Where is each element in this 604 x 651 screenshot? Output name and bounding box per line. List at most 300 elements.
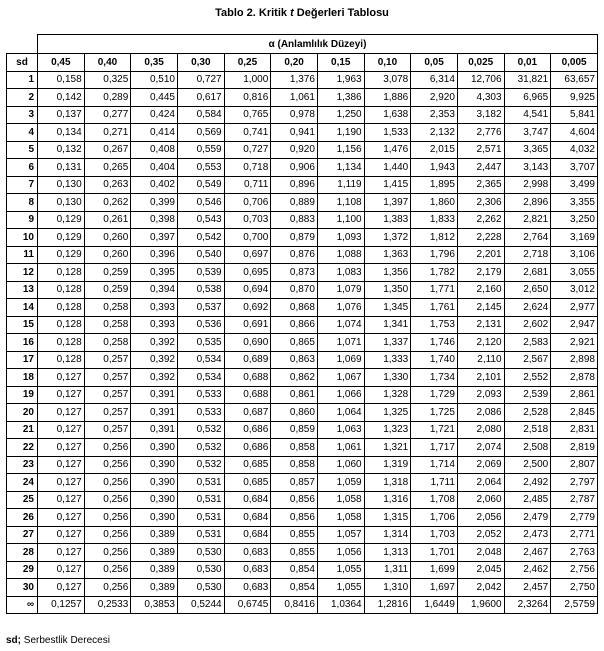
value-cell: 0,690 (224, 334, 271, 352)
value-cell: 0,256 (84, 509, 131, 527)
value-cell: 1,333 (364, 351, 411, 369)
value-cell: 0,531 (177, 526, 224, 544)
value-cell: 0,131 (38, 159, 85, 177)
value-cell: 0,392 (131, 351, 178, 369)
value-cell: 0,868 (271, 299, 318, 317)
value-cell: 2,110 (457, 351, 504, 369)
value-cell: 1,638 (364, 106, 411, 124)
value-cell: 3,106 (551, 246, 598, 264)
value-cell: 0,260 (84, 229, 131, 247)
value-cell: 0,424 (131, 106, 178, 124)
value-cell: 2,074 (457, 439, 504, 457)
sd-cell: 24 (7, 474, 38, 492)
value-cell: 0,128 (38, 334, 85, 352)
sd-cell: 28 (7, 544, 38, 562)
value-cell: 0,685 (224, 474, 271, 492)
value-cell: 0,536 (177, 316, 224, 334)
value-cell: 3,012 (551, 281, 598, 299)
value-cell: 2,797 (551, 474, 598, 492)
table-row (7, 421, 598, 439)
corner-cell (7, 35, 38, 54)
value-cell: 2,086 (457, 404, 504, 422)
value-cell: 0,857 (271, 474, 318, 492)
sd-cell: 23 (7, 456, 38, 474)
value-cell: 0,856 (271, 491, 318, 509)
table-row (7, 159, 598, 177)
sd-cell: 6 (7, 159, 38, 177)
sd-cell: 17 (7, 351, 38, 369)
value-cell: 1,314 (364, 526, 411, 544)
sd-cell: 15 (7, 316, 38, 334)
value-cell: 0,530 (177, 561, 224, 579)
value-cell: 1,055 (317, 579, 364, 597)
value-cell: 0,883 (271, 211, 318, 229)
value-cell: 1,071 (317, 334, 364, 352)
value-cell: 0,129 (38, 229, 85, 247)
sd-cell: 29 (7, 561, 38, 579)
value-cell: 0,686 (224, 439, 271, 457)
value-cell: 2,861 (551, 386, 598, 404)
value-cell: 0,694 (224, 281, 271, 299)
value-cell: 0,684 (224, 526, 271, 544)
alpha-values-row (7, 54, 598, 72)
value-cell: 4,303 (457, 89, 504, 107)
value-cell: 2,479 (504, 509, 551, 527)
alpha-header-cell: 0,20 (271, 54, 318, 72)
alpha-header-cell: 0,01 (504, 54, 551, 72)
footnote-text: Serbestlik Derecesi (21, 635, 110, 646)
value-cell: 31,821 (504, 71, 551, 89)
value-cell: 0,142 (38, 89, 85, 107)
value-cell: 0,860 (271, 404, 318, 422)
table-row (7, 246, 598, 264)
value-cell: 0,267 (84, 141, 131, 159)
value-cell: 1,134 (317, 159, 364, 177)
value-cell: 0,391 (131, 421, 178, 439)
value-cell: 1,350 (364, 281, 411, 299)
table-row (7, 89, 598, 107)
value-cell: 1,316 (364, 491, 411, 509)
sd-cell: 3 (7, 106, 38, 124)
value-cell: 0,399 (131, 194, 178, 212)
value-cell: 2,807 (551, 456, 598, 474)
value-cell: 2,064 (457, 474, 504, 492)
value-cell: 0,394 (131, 281, 178, 299)
title-suffix: Değerleri Tablosu (293, 7, 389, 19)
value-cell: 1,341 (364, 316, 411, 334)
alpha-header-cell: 0,15 (317, 54, 364, 72)
value-cell: 0,741 (224, 124, 271, 142)
value-cell: 0,127 (38, 421, 85, 439)
value-cell: 1,064 (317, 404, 364, 422)
value-cell: 1,782 (411, 264, 458, 282)
value-cell: 0,127 (38, 369, 85, 387)
table-row (7, 211, 598, 229)
value-cell: 0,855 (271, 526, 318, 544)
value-cell: 0,530 (177, 579, 224, 597)
value-cell: 1,323 (364, 421, 411, 439)
value-cell: 1,2816 (364, 596, 411, 614)
value-cell: 1,074 (317, 316, 364, 334)
value-cell: 2,624 (504, 299, 551, 317)
table-row (7, 386, 598, 404)
value-cell: 0,408 (131, 141, 178, 159)
value-cell: 2,069 (457, 456, 504, 474)
value-cell: 1,058 (317, 491, 364, 509)
value-cell: 6,965 (504, 89, 551, 107)
sd-cell: 19 (7, 386, 38, 404)
value-cell: 0,395 (131, 264, 178, 282)
value-cell: 0,711 (224, 176, 271, 194)
value-cell: 1,860 (411, 194, 458, 212)
value-cell: 1,069 (317, 351, 364, 369)
value-cell: 0,703 (224, 211, 271, 229)
value-cell: 2,896 (504, 194, 551, 212)
value-cell: 2,921 (551, 334, 598, 352)
value-cell: 0,538 (177, 281, 224, 299)
value-cell: 1,415 (364, 176, 411, 194)
value-cell: 2,467 (504, 544, 551, 562)
value-cell: 2,093 (457, 386, 504, 404)
value-cell: 0,858 (271, 456, 318, 474)
value-cell: 0,128 (38, 264, 85, 282)
value-cell: 0,617 (177, 89, 224, 107)
value-cell: 2,571 (457, 141, 504, 159)
value-cell: 0,271 (84, 124, 131, 142)
value-cell: 2,763 (551, 544, 598, 562)
value-cell: 0,263 (84, 176, 131, 194)
sd-cell: 5 (7, 141, 38, 159)
value-cell: 0,158 (38, 71, 85, 89)
table-row (7, 596, 598, 614)
value-cell: 1,337 (364, 334, 411, 352)
value-cell: 1,383 (364, 211, 411, 229)
value-cell: 2,306 (457, 194, 504, 212)
value-cell: 0,559 (177, 141, 224, 159)
value-cell: 0,727 (224, 141, 271, 159)
value-cell: 0,978 (271, 106, 318, 124)
value-cell: 0,863 (271, 351, 318, 369)
value-cell: 1,886 (364, 89, 411, 107)
table-row (7, 316, 598, 334)
value-cell: 0,256 (84, 561, 131, 579)
value-cell: 1,701 (411, 544, 458, 562)
sd-cell: 30 (7, 579, 38, 597)
value-cell: 2,131 (457, 316, 504, 334)
sd-cell: 25 (7, 491, 38, 509)
value-cell: 2,015 (411, 141, 458, 159)
value-cell: 0,390 (131, 491, 178, 509)
value-cell: 0,684 (224, 491, 271, 509)
table-row (7, 334, 598, 352)
value-cell: 1,717 (411, 439, 458, 457)
value-cell: 2,045 (457, 561, 504, 579)
value-cell: 2,771 (551, 526, 598, 544)
value-cell: 2,101 (457, 369, 504, 387)
title-prefix: Tablo 2. Kritik (215, 7, 291, 19)
value-cell: 1,708 (411, 491, 458, 509)
value-cell: 1,093 (317, 229, 364, 247)
value-cell: 0,259 (84, 281, 131, 299)
value-cell: 63,657 (551, 71, 598, 89)
sd-cell: 18 (7, 369, 38, 387)
value-cell: 2,042 (457, 579, 504, 597)
value-cell: 1,061 (271, 89, 318, 107)
value-cell: 0,535 (177, 334, 224, 352)
value-cell: 0,390 (131, 456, 178, 474)
value-cell: 2,473 (504, 526, 551, 544)
value-cell: 0,390 (131, 509, 178, 527)
value-cell: 2,998 (504, 176, 551, 194)
value-cell: 1,315 (364, 509, 411, 527)
value-cell: 1,440 (364, 159, 411, 177)
value-cell: 0,727 (177, 71, 224, 89)
table-row (7, 579, 598, 597)
value-cell: 0,687 (224, 404, 271, 422)
value-cell: 2,819 (551, 439, 598, 457)
value-cell: 0,256 (84, 456, 131, 474)
alpha-header-cell: 0,45 (38, 54, 85, 72)
value-cell: 0,700 (224, 229, 271, 247)
value-cell: 0,941 (271, 124, 318, 142)
sd-cell: 1 (7, 71, 38, 89)
value-cell: 0,553 (177, 159, 224, 177)
sd-header: sd (7, 54, 38, 72)
value-cell: 2,756 (551, 561, 598, 579)
sd-cell: 7 (7, 176, 38, 194)
value-cell: 2,201 (457, 246, 504, 264)
value-cell: 1,119 (317, 176, 364, 194)
value-cell: 0,257 (84, 386, 131, 404)
value-cell: 0,859 (271, 421, 318, 439)
value-cell: 6,314 (411, 71, 458, 89)
table-row (7, 509, 598, 527)
table-row (7, 526, 598, 544)
value-cell: 1,313 (364, 544, 411, 562)
value-cell: 2,947 (551, 316, 598, 334)
value-cell: 4,604 (551, 124, 598, 142)
table-row (7, 229, 598, 247)
value-cell: 0,127 (38, 491, 85, 509)
value-cell: 1,372 (364, 229, 411, 247)
table-row (7, 544, 598, 562)
value-cell: 0,879 (271, 229, 318, 247)
value-cell: 2,3264 (504, 596, 551, 614)
value-cell: 0,569 (177, 124, 224, 142)
value-cell: 0,256 (84, 491, 131, 509)
table-title (0, 7, 604, 19)
value-cell: 0,530 (177, 544, 224, 562)
value-cell: 0,688 (224, 386, 271, 404)
value-cell: 0,531 (177, 491, 224, 509)
value-cell: 0,3853 (131, 596, 178, 614)
table-row (7, 456, 598, 474)
value-cell: 1,533 (364, 124, 411, 142)
value-cell: 0,257 (84, 369, 131, 387)
value-cell: 0,683 (224, 561, 271, 579)
footnote-abbr: sd; (6, 635, 21, 646)
value-cell: 1,363 (364, 246, 411, 264)
value-cell: 1,063 (317, 421, 364, 439)
value-cell: 0,5244 (177, 596, 224, 614)
value-cell: 0,402 (131, 176, 178, 194)
value-cell: 0,688 (224, 369, 271, 387)
value-cell: 2,485 (504, 491, 551, 509)
table-row (7, 71, 598, 89)
value-cell: 0,2533 (84, 596, 131, 614)
value-cell: 0,392 (131, 334, 178, 352)
table-row (7, 474, 598, 492)
value-cell: 0,584 (177, 106, 224, 124)
sd-cell: 20 (7, 404, 38, 422)
value-cell: 1,356 (364, 264, 411, 282)
value-cell: 0,127 (38, 456, 85, 474)
value-cell: 0,389 (131, 579, 178, 597)
sd-cell: 10 (7, 229, 38, 247)
value-cell: 3,250 (551, 211, 598, 229)
table-row (7, 369, 598, 387)
value-cell: 0,718 (224, 159, 271, 177)
value-cell: 0,257 (84, 421, 131, 439)
value-cell: 1,386 (317, 89, 364, 107)
value-cell: 0,389 (131, 561, 178, 579)
value-cell: 1,190 (317, 124, 364, 142)
value-cell: 0,128 (38, 351, 85, 369)
value-cell: 1,740 (411, 351, 458, 369)
value-cell: 0,137 (38, 106, 85, 124)
value-cell: 1,943 (411, 159, 458, 177)
table-row (7, 281, 598, 299)
value-cell: 2,060 (457, 491, 504, 509)
value-cell: 0,262 (84, 194, 131, 212)
value-cell: 0,870 (271, 281, 318, 299)
value-cell: 0,906 (271, 159, 318, 177)
value-cell: 0,390 (131, 474, 178, 492)
value-cell: 2,583 (504, 334, 551, 352)
value-cell: 0,8416 (271, 596, 318, 614)
value-cell: 2,492 (504, 474, 551, 492)
value-cell: 2,528 (504, 404, 551, 422)
value-cell: 1,066 (317, 386, 364, 404)
table-row (7, 404, 598, 422)
value-cell: 0,393 (131, 316, 178, 334)
value-cell: 1,325 (364, 404, 411, 422)
value-cell: 2,977 (551, 299, 598, 317)
value-cell: 2,845 (551, 404, 598, 422)
value-cell: 1,9600 (457, 596, 504, 614)
value-cell: 0,393 (131, 299, 178, 317)
value-cell: 2,764 (504, 229, 551, 247)
value-cell: 1,397 (364, 194, 411, 212)
value-cell: 0,692 (224, 299, 271, 317)
value-cell: 2,5759 (551, 596, 598, 614)
value-cell: 0,889 (271, 194, 318, 212)
value-cell: 0,816 (224, 89, 271, 107)
value-cell: 0,533 (177, 404, 224, 422)
value-cell: 0,127 (38, 439, 85, 457)
value-cell: 1,895 (411, 176, 458, 194)
value-cell: 1,796 (411, 246, 458, 264)
table-row (7, 439, 598, 457)
value-cell: 2,500 (504, 456, 551, 474)
value-cell: 0,876 (271, 246, 318, 264)
table-row (7, 194, 598, 212)
value-cell: 0,873 (271, 264, 318, 282)
value-cell: 2,821 (504, 211, 551, 229)
value-cell: 2,898 (551, 351, 598, 369)
value-cell: 1,000 (224, 71, 271, 89)
table-row (7, 124, 598, 142)
value-cell: 0,861 (271, 386, 318, 404)
value-cell: 0,127 (38, 526, 85, 544)
value-cell: 0,896 (271, 176, 318, 194)
value-cell: 0,683 (224, 544, 271, 562)
value-cell: 0,128 (38, 316, 85, 334)
value-cell: 0,127 (38, 561, 85, 579)
value-cell: 0,534 (177, 351, 224, 369)
value-cell: 2,602 (504, 316, 551, 334)
value-cell: 0,258 (84, 316, 131, 334)
table-row (7, 106, 598, 124)
sd-cell: 12 (7, 264, 38, 282)
table-row (7, 176, 598, 194)
value-cell: 1,0364 (317, 596, 364, 614)
table-row (7, 264, 598, 282)
value-cell: 1,963 (317, 71, 364, 89)
value-cell: 12,706 (457, 71, 504, 89)
value-cell: 1,729 (411, 386, 458, 404)
value-cell: 0,684 (224, 509, 271, 527)
value-cell: 0,404 (131, 159, 178, 177)
alpha-header-cell: 0,05 (411, 54, 458, 72)
value-cell: 0,862 (271, 369, 318, 387)
value-cell: 2,048 (457, 544, 504, 562)
critical-t-table (6, 34, 598, 614)
value-cell: 0,127 (38, 544, 85, 562)
value-cell: 0,258 (84, 299, 131, 317)
value-cell: 0,531 (177, 474, 224, 492)
value-cell: 0,127 (38, 386, 85, 404)
value-cell: 1,476 (364, 141, 411, 159)
value-cell: 2,718 (504, 246, 551, 264)
value-cell: 2,920 (411, 89, 458, 107)
value-cell: 2,179 (457, 264, 504, 282)
value-cell: 2,681 (504, 264, 551, 282)
value-cell: 2,353 (411, 106, 458, 124)
value-cell: 0,256 (84, 579, 131, 597)
alpha-header-cell: 0,40 (84, 54, 131, 72)
value-cell: 0,854 (271, 579, 318, 597)
value-cell: 0,706 (224, 194, 271, 212)
value-cell: 1,100 (317, 211, 364, 229)
value-cell: 3,182 (457, 106, 504, 124)
value-cell: 4,541 (504, 106, 551, 124)
value-cell: 0,856 (271, 509, 318, 527)
value-cell: 0,533 (177, 386, 224, 404)
value-cell: 2,779 (551, 509, 598, 527)
sd-cell: 16 (7, 334, 38, 352)
value-cell: 0,531 (177, 509, 224, 527)
value-cell: 0,445 (131, 89, 178, 107)
value-cell: 0,127 (38, 404, 85, 422)
value-cell: 2,228 (457, 229, 504, 247)
sd-cell: 14 (7, 299, 38, 317)
value-cell: 0,396 (131, 246, 178, 264)
value-cell: 1,250 (317, 106, 364, 124)
value-cell: 0,128 (38, 299, 85, 317)
value-cell: 0,532 (177, 456, 224, 474)
table-row (7, 561, 598, 579)
